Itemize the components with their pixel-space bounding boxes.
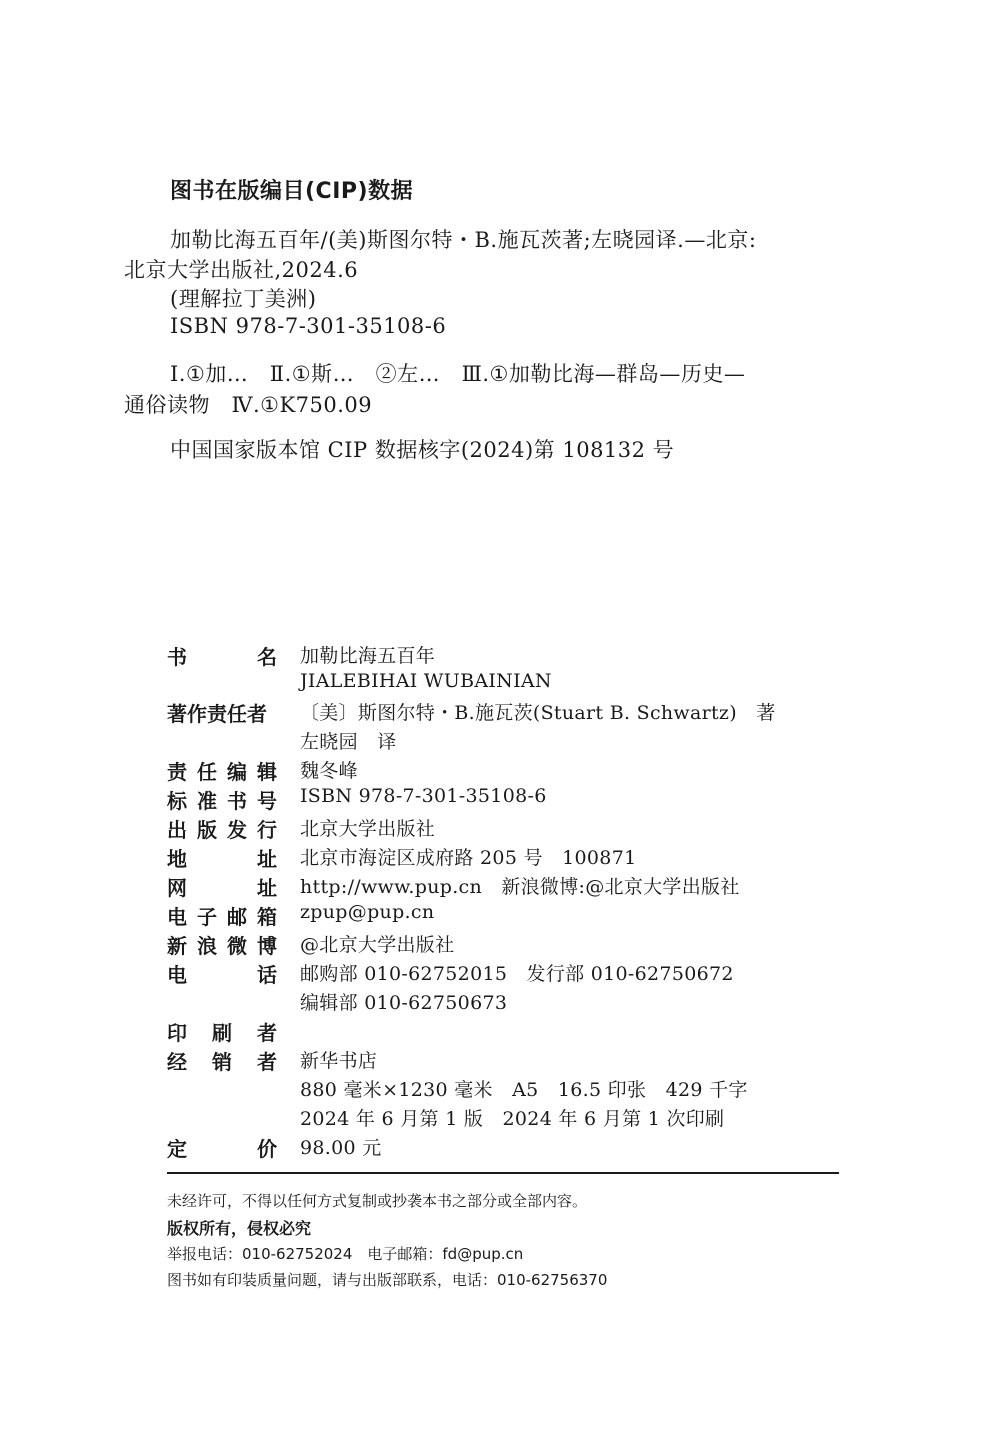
value-author: 〔美〕斯图尔特・B.施瓦茨(Stuart B. Schwartz) 著: [300, 702, 776, 724]
value-edition: 2024 年 6 月第 1 版 2024 年 6 月第 1 次印刷: [300, 1108, 725, 1130]
note-copyright: 版权所有，侵权必究: [167, 1219, 312, 1238]
cip-line-title: 加勒比海五百年/(美)斯图尔特・B.施瓦茨著;左晓园译.—北京:: [170, 228, 757, 252]
note-quality-contact: 图书如有印装质量问题，请与出版部联系，电话：010-62756370: [167, 1271, 608, 1289]
value-price: 98.00 元: [300, 1137, 382, 1159]
label-publisher: 出 版 发 行: [167, 818, 277, 842]
value-phone-editorial: 编辑部 010-62750673: [300, 992, 508, 1014]
cip-line-publisher: 北京大学出版社,2024.6: [124, 258, 359, 282]
cip-line-library-record: 中国国家版本馆 CIP 数据核字(2024)第 108132 号: [170, 438, 675, 462]
value-translator: 左晓园 译: [300, 731, 397, 753]
cip-heading: 图书在版编目(CIP)数据: [170, 179, 414, 204]
label-phone: 电 话: [167, 963, 277, 987]
cip-line-classification-cont: 通俗读物 Ⅳ.①K750.09: [124, 393, 373, 417]
divider-rule: [167, 1172, 839, 1174]
value-format: 880 毫米×1230 毫米 A5 16.5 印张 429 千字: [300, 1079, 748, 1101]
label-printer: 印 刷 者: [167, 1021, 277, 1045]
value-publisher: 北京大学出版社: [300, 818, 436, 840]
value-editor: 魏冬峰: [300, 760, 358, 782]
label-author: 著作责任者: [167, 702, 267, 726]
label-isbn: 标 准 书 号: [167, 789, 277, 813]
label-address: 地 址: [167, 847, 277, 871]
note-copy-prohibition: 未经许可，不得以任何方式复制或抄袭本书之部分或全部内容。: [167, 1192, 588, 1210]
value-address: 北京市海淀区成府路 205 号 100871: [300, 847, 637, 869]
cip-line-series: (理解拉丁美洲): [170, 287, 317, 311]
value-isbn: ISBN 978-7-301-35108-6: [300, 785, 547, 807]
label-distributor: 经 销 者: [167, 1050, 277, 1074]
note-report-contact: 举报电话：010-62752024 电子邮箱：fd@pup.cn: [167, 1245, 524, 1263]
label-website: 网 址: [167, 876, 277, 900]
cip-line-classification: Ⅰ.①加… Ⅱ.①斯… ②左… Ⅲ.①加勒比海—群岛—历史—: [170, 362, 746, 386]
value-distributor: 新华书店: [300, 1050, 378, 1072]
value-title-cn: 加勒比海五百年: [300, 645, 436, 667]
value-phone-sales: 邮购部 010-62752015 发行部 010-62750672: [300, 963, 734, 985]
label-editor: 责 任 编 辑: [167, 760, 277, 784]
value-title-pinyin: JIALEBIHAI WUBAINIAN: [300, 670, 552, 692]
label-weibo: 新 浪 微 博: [167, 934, 277, 958]
value-email: zpup@pup.cn: [300, 901, 435, 923]
cip-line-isbn: ISBN 978-7-301-35108-6: [170, 314, 447, 338]
label-price: 定 价: [167, 1137, 277, 1161]
value-website: http://www.pup.cn 新浪微博:@北京大学出版社: [300, 876, 740, 898]
label-email: 电 子 邮 箱: [167, 905, 277, 929]
value-weibo: @北京大学出版社: [300, 934, 455, 956]
label-title: 书 名: [167, 645, 277, 669]
